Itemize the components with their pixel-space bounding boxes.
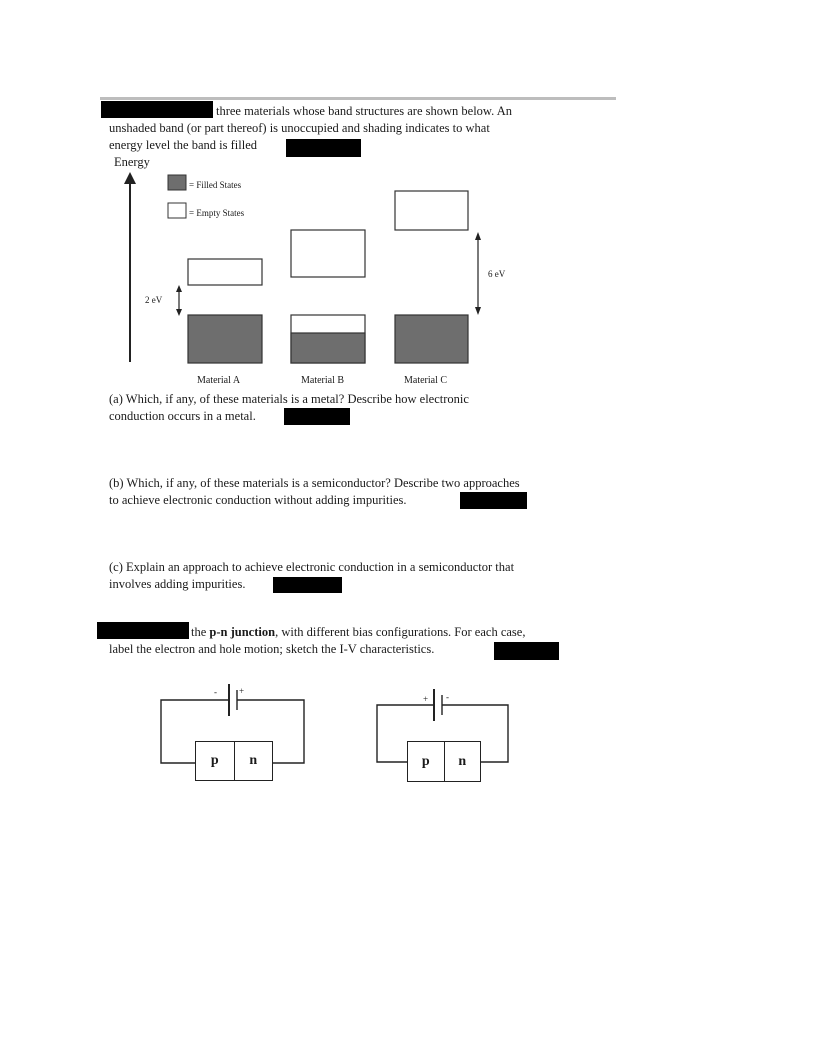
question-c-line-2: involves adding impurities. [109, 577, 246, 591]
gap-c-label: 6 eV [488, 269, 506, 279]
redaction-block [97, 622, 189, 639]
question-b-line-1: (b) Which, if any, of these materials is a semiconductor? Describe two approaches [109, 476, 520, 490]
material-c-conduction-band [395, 191, 468, 230]
pn-junction-term: p-n junction [209, 625, 276, 639]
material-b-conduction-band [291, 230, 365, 277]
legend-empty-swatch [168, 203, 186, 218]
pn-line-1-post: , with different bias configurations. For each case, [275, 625, 526, 639]
circuit-2-pn-junction [407, 741, 481, 782]
material-b-filled-portion [291, 333, 365, 363]
pn-line-1-pre: the [191, 625, 210, 639]
circuit-1-p-region: p [210, 753, 219, 768]
gap-c-arrow-down [475, 307, 481, 315]
question-b-line-2: to achieve electronic conduction without adding impurities. [109, 493, 407, 507]
energy-axis-arrowhead [124, 172, 136, 184]
gap-a-arrow-up [176, 285, 182, 292]
circuit-1-n-region: n [234, 742, 273, 780]
gap-a-label: 2 eV [145, 295, 163, 305]
circuit-2-left-sign: + [423, 694, 429, 704]
circuit-2-n-region: n [444, 742, 481, 781]
circuit-2-right-sign: - [446, 692, 449, 702]
question-c-line-1: (c) Explain an approach to achieve electronic conduction in a semiconductor that [109, 560, 515, 574]
intro-line-3: energy level the band is filled [109, 138, 257, 152]
pn-line-1 [191, 624, 525, 640]
circuit-1-right-sign: + [239, 686, 245, 696]
material-c-valence-band [395, 315, 468, 363]
gap-c-arrow-up [475, 232, 481, 240]
circuit-1-pn-junction [195, 741, 273, 781]
question-a-line-1: (a) Which, if any, of these materials is a metal? Describe how electronic [109, 392, 469, 406]
energy-axis-label: Energy [114, 155, 150, 169]
circuit-1-left-sign: - [214, 687, 217, 697]
redaction-block [494, 642, 559, 660]
legend-empty-label: = Empty States [189, 208, 245, 218]
redaction-block [460, 492, 527, 509]
material-c-label: Material C [404, 375, 448, 386]
redaction-block [273, 577, 342, 593]
material-b-label: Material B [301, 375, 345, 386]
question-a-line-2: conduction occurs in a metal. [109, 409, 256, 423]
material-a-label: Material A [197, 375, 241, 386]
circuit-2-p-region: p [421, 753, 430, 769]
intro-line-2: unshaded band (or part thereof) is unoccupied and shading indicates to what [109, 121, 490, 135]
legend-filled-label: = Filled States [189, 180, 242, 190]
material-a-valence-band [188, 315, 262, 363]
legend-filled-swatch [168, 175, 186, 190]
material-a-conduction-band [188, 259, 262, 285]
pn-line-2: label the electron and hole motion; sketch the I-V characteristics. [109, 642, 435, 656]
intro-line-1: three materials whose band structures are shown below. An [216, 104, 512, 118]
gap-a-arrow-down [176, 309, 182, 316]
redaction-block [284, 408, 350, 425]
